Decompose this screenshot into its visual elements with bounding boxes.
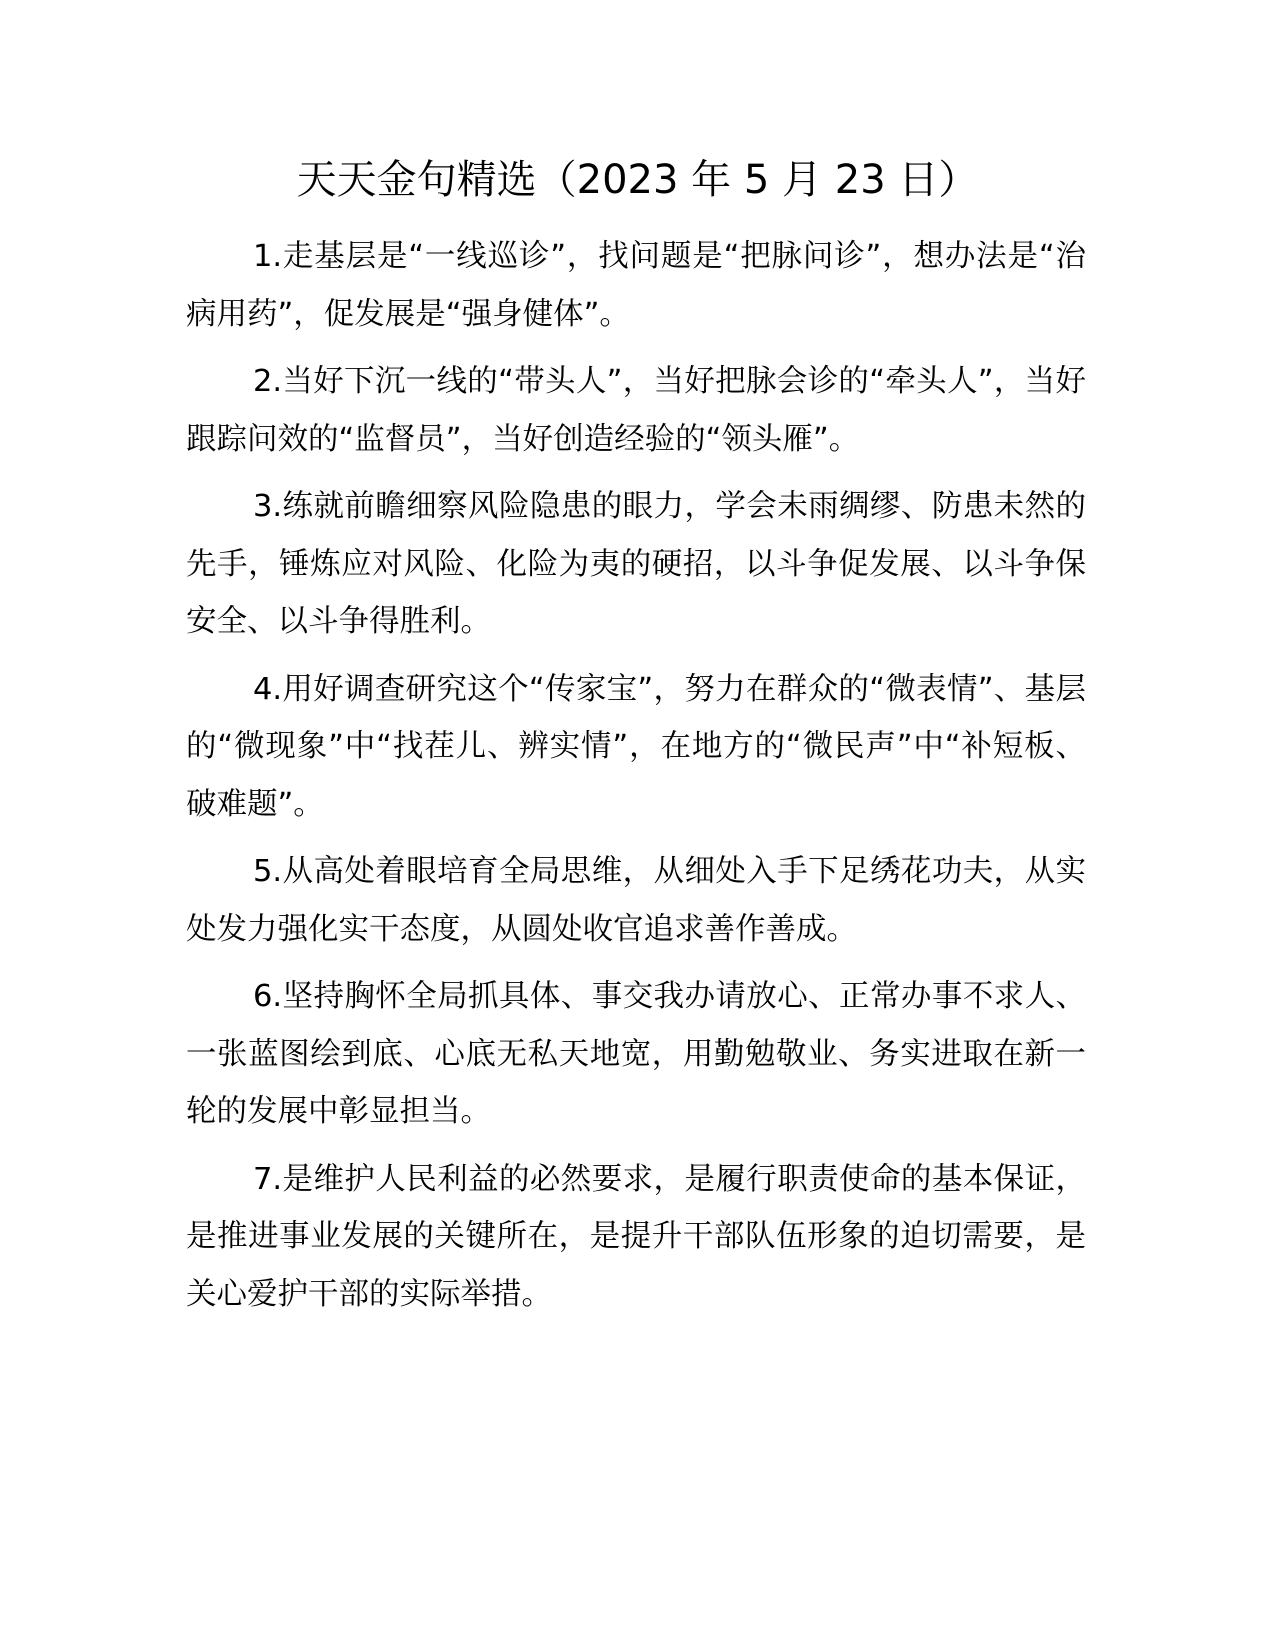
paragraph-3: 3.练就前瞻细察风险隐患的眼力，学会未雨绸缪、防患未然的先手，锤炼应对风险、化险为夷的硬招，以斗争促发展、以斗争保安全、以斗争得胜利。 xyxy=(186,489,1086,639)
paragraph-5: 5.从高处着眼培育全局思维，从细处入手下足绣花功夫，从实处发力强化实干态度，从圆处收官追求善作善成。 xyxy=(186,854,1086,947)
paragraph-1: 1.走基层是“一线巡诊”，找问题是“把脉问诊”，想办法是“治病用药”，促发展是“强身健体”。 xyxy=(186,239,1086,332)
paragraph-6: 6.坚持胸怀全局抓具体、事交我办请放心、正常办事不求人、一张蓝图绘到底、心底无私天地宽，用勤勉敬业、务实进取在新一轮的发展中彰显担当。 xyxy=(186,979,1086,1129)
document-body xyxy=(186,228,1086,1333)
document-title: 天天金句精选（2023 年 5 月 23 日） xyxy=(296,157,979,203)
paragraph-4: 4.用好调查研究这个“传家宝”，努力在群众的“微表情”、基层的“微现象”中“找茬儿、辨实情”，在地方的“微民声”中“补短板、破难题”。 xyxy=(186,671,1086,822)
paragraph-2: 2.当好下沉一线的“带头人”，当好把脉会诊的“牵头人”，当好跟踪问效的“监督员”，当好创造经验的“领头雁”。 xyxy=(186,364,1086,457)
paragraph-7: 7.是维护人民利益的必然要求，是履行职责使命的基本保证，是推进事业发展的关键所在，是提升干部队伍形象的迫切需要，是关心爱护干部的实际举措。 xyxy=(186,1161,1086,1312)
